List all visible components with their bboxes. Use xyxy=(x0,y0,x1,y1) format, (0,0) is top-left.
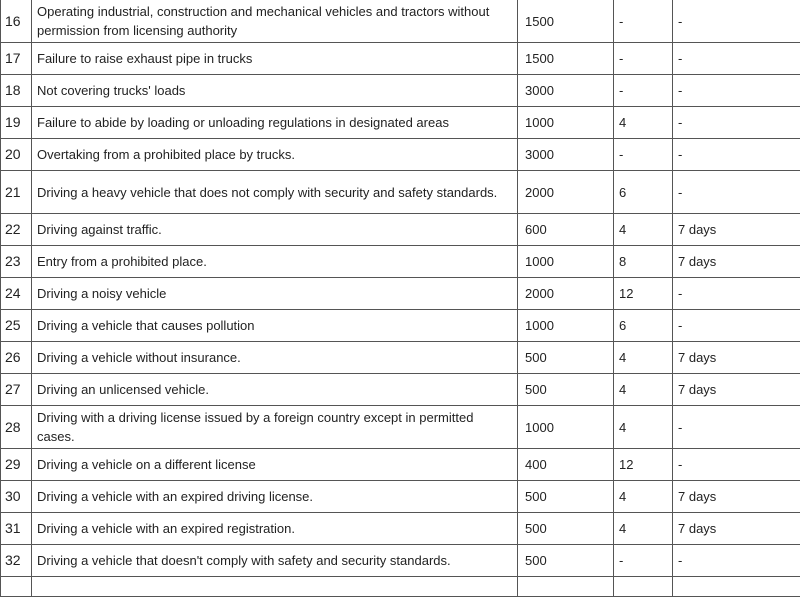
violation-text: Failure to abide by loading or unloading regulations in designated areas xyxy=(32,107,518,139)
violation-text: Not covering trucks' loads xyxy=(32,75,518,107)
violation-text: Driving a vehicle that causes pollution xyxy=(32,310,518,342)
points-value: 8 xyxy=(614,246,673,278)
points-value: - xyxy=(614,43,673,75)
row-number: 24 xyxy=(1,278,32,310)
table-row xyxy=(1,310,800,342)
fine-value: 600 xyxy=(518,214,614,246)
impound-value: 7 days xyxy=(673,246,800,278)
violation-text: Driving against traffic. xyxy=(32,214,518,246)
points-value: - xyxy=(614,139,673,171)
fine-value: 1000 xyxy=(518,107,614,139)
points-value: 4 xyxy=(614,481,673,513)
points-value: 12 xyxy=(614,278,673,310)
impound-value: 7 days xyxy=(673,513,800,545)
row-number: 26 xyxy=(1,342,32,374)
row-number: 27 xyxy=(1,374,32,406)
row-number: 16 xyxy=(1,0,32,43)
points-value: 12 xyxy=(614,449,673,481)
violation-text: Driving with a driving license issued by a foreign country except in permitted cases. xyxy=(32,406,518,449)
fine-value: 500 xyxy=(518,374,614,406)
points-value: 4 xyxy=(614,107,673,139)
table-row xyxy=(1,107,800,139)
fine-value: 1500 xyxy=(518,43,614,75)
violation-text: Driving a vehicle with an expired registration. xyxy=(32,513,518,545)
fine-value: 1000 xyxy=(518,406,614,449)
row-number: 25 xyxy=(1,310,32,342)
table-row xyxy=(1,171,800,214)
points-value: - xyxy=(614,545,673,577)
points-value: 6 xyxy=(614,310,673,342)
fine-value: 1500 xyxy=(518,0,614,43)
fine-value: 2000 xyxy=(518,278,614,310)
impound-value: - xyxy=(673,545,800,577)
table-row xyxy=(1,342,800,374)
impound-value: 7 days xyxy=(673,374,800,406)
points-value: 4 xyxy=(614,406,673,449)
row-number: 18 xyxy=(1,75,32,107)
fine-value: 500 xyxy=(518,545,614,577)
impound-value: 7 days xyxy=(673,342,800,374)
fine-value: 500 xyxy=(518,342,614,374)
fine-value: 400 xyxy=(518,449,614,481)
row-number: 23 xyxy=(1,246,32,278)
row-number: 17 xyxy=(1,43,32,75)
fine-value: 1000 xyxy=(518,246,614,278)
table-row xyxy=(1,139,800,171)
impound-value: - xyxy=(673,139,800,171)
impound-value: - xyxy=(673,107,800,139)
violation-text: Driving a vehicle with an expired driving license. xyxy=(32,481,518,513)
table-row xyxy=(1,43,800,75)
table-row-partial-bottom xyxy=(1,577,800,597)
table-row xyxy=(1,0,800,43)
violation-text: Entry from a prohibited place. xyxy=(32,246,518,278)
points-value: - xyxy=(614,0,673,43)
impound-value: - xyxy=(673,406,800,449)
row-number: 30 xyxy=(1,481,32,513)
impound-value: - xyxy=(673,278,800,310)
impound-value: 7 days xyxy=(673,214,800,246)
table-row xyxy=(1,406,800,449)
table-row xyxy=(1,545,800,577)
impound-value: - xyxy=(673,171,800,214)
impound-value: 7 days xyxy=(673,481,800,513)
impound-value: - xyxy=(673,310,800,342)
impound-value: - xyxy=(673,43,800,75)
table-row xyxy=(1,374,800,406)
violation-text: Overtaking from a prohibited place by trucks. xyxy=(32,139,518,171)
violation-text: Driving a vehicle on a different license xyxy=(32,449,518,481)
table-row xyxy=(1,75,800,107)
fine-value: 500 xyxy=(518,481,614,513)
table-row xyxy=(1,481,800,513)
points-value: 6 xyxy=(614,171,673,214)
table-row xyxy=(1,513,800,545)
fine-value: 3000 xyxy=(518,75,614,107)
row-number: 20 xyxy=(1,139,32,171)
row-number: 31 xyxy=(1,513,32,545)
violation-text: Driving an unlicensed vehicle. xyxy=(32,374,518,406)
fine-value: 500 xyxy=(518,513,614,545)
violation-text: Driving a noisy vehicle xyxy=(32,278,518,310)
table-row xyxy=(1,214,800,246)
row-number: 29 xyxy=(1,449,32,481)
row-number: 28 xyxy=(1,406,32,449)
row-number: 22 xyxy=(1,214,32,246)
points-value: 4 xyxy=(614,342,673,374)
points-value: 4 xyxy=(614,513,673,545)
violation-text: Driving a heavy vehicle that does not comply with security and safety standards. xyxy=(32,171,518,214)
violation-text: Driving a vehicle that doesn't comply with safety and security standards. xyxy=(32,545,518,577)
table-row xyxy=(1,278,800,310)
points-value: - xyxy=(614,75,673,107)
impound-value: - xyxy=(673,0,800,43)
table-row xyxy=(1,449,800,481)
violation-text: Driving a vehicle without insurance. xyxy=(32,342,518,374)
fine-value: 2000 xyxy=(518,171,614,214)
points-value: 4 xyxy=(614,374,673,406)
row-number: 21 xyxy=(1,171,32,214)
impound-value: - xyxy=(673,449,800,481)
fine-value: 3000 xyxy=(518,139,614,171)
fine-value: 1000 xyxy=(518,310,614,342)
row-number: 19 xyxy=(1,107,32,139)
impound-value: - xyxy=(673,75,800,107)
row-number: 32 xyxy=(1,545,32,577)
table-row xyxy=(1,246,800,278)
points-value: 4 xyxy=(614,214,673,246)
violation-text: Operating industrial, construction and mechanical vehicles and tractors without permission from licensing authority xyxy=(32,0,518,43)
violation-text: Failure to raise exhaust pipe in trucks xyxy=(32,43,518,75)
